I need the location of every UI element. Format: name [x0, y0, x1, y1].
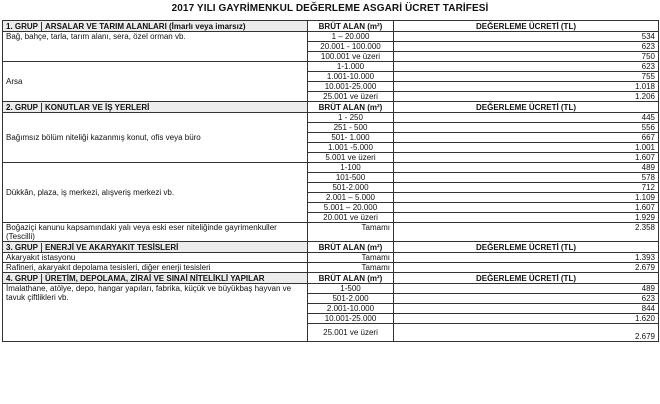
- fee-header: DEĞERLEME ÜCRETİ (TL): [394, 21, 659, 32]
- fee-header: DEĞERLEME ÜCRETİ (TL): [394, 242, 659, 253]
- area-cell: 1.001-10.000: [308, 72, 394, 82]
- table-row: [3, 163, 659, 173]
- table-row: [3, 32, 659, 42]
- fee-cell: 1.620: [394, 314, 659, 324]
- area-cell: 2.001-10.000: [308, 304, 394, 314]
- area-cell: Tamamı: [308, 253, 394, 263]
- area-cell: 5.001 ve üzeri: [308, 153, 394, 163]
- fee-header: DEĞERLEME ÜCRETİ (TL): [394, 102, 659, 113]
- fee-cell: 2.679: [394, 263, 659, 273]
- area-cell: Tamamı: [308, 223, 394, 242]
- area-cell: 5.001 – 20.000: [308, 203, 394, 213]
- fee-cell: 1.929: [394, 213, 659, 223]
- group-header-1: [3, 21, 659, 32]
- group-name: ARSALAR VE TARIM ALANLARI (İmarlı veya imarsız): [45, 21, 246, 31]
- group-name: ÜRETİM, DEPOLAMA, ZİRAİ VE SINAİ NİTELİKLİ YAPILAR: [45, 273, 265, 283]
- table-row: [3, 253, 659, 263]
- table-row: [3, 263, 659, 273]
- fee-cell: 750: [394, 52, 659, 62]
- item-label: Bağ, bahçe, tarla, tarım alanı, sera, özel orman vb.: [3, 32, 308, 62]
- area-cell: 25.001 ve üzeri: [308, 92, 394, 102]
- area-cell: 2.001 – 5.000: [308, 193, 394, 203]
- group-header-3: [3, 242, 659, 253]
- item-label: Boğaziçi kanunu kapsamındaki yalı veya eski eser niteliğinde gayrimenkuller (Tescilli): [3, 223, 308, 242]
- table-row: [3, 284, 659, 294]
- fee-cell: 623: [394, 62, 659, 72]
- area-cell: 101-500: [308, 173, 394, 183]
- area-cell: 501-2.000: [308, 294, 394, 304]
- fee-cell: 712: [394, 183, 659, 193]
- fee-cell: 1.018: [394, 82, 659, 92]
- group-number: 2. GRUP: [6, 103, 42, 112]
- fee-cell: 844: [394, 304, 659, 314]
- area-cell: 1-500: [308, 284, 394, 294]
- group-name: ENERJİ VE AKARYAKIT TESİSLERİ: [45, 242, 179, 252]
- group-name: KONUTLAR VE İŞ YERLERİ: [45, 102, 150, 112]
- fee-cell: 623: [394, 294, 659, 304]
- area-cell: 100.001 ve üzeri: [308, 52, 394, 62]
- group-number: 4. GRUP: [6, 274, 42, 283]
- item-label: İmalathane, atölye, depo, hangar yapıları, fabrika, küçük ve büyükbaş hayvan ve tavuk çiftlikleri vb.: [3, 284, 308, 342]
- group-header-4: [3, 273, 659, 284]
- area-cell: 25.001 ve üzeri: [308, 324, 394, 342]
- fee-cell: 489: [394, 163, 659, 173]
- area-cell: 1-100: [308, 163, 394, 173]
- area-cell: Tamamı: [308, 263, 394, 273]
- page-title: 2017 YILI GAYRİMENKUL DEĞERLEME ASGARİ ÜCRET TARİFESİ: [171, 3, 489, 14]
- area-cell: 10.001-25.000: [308, 314, 394, 324]
- area-header: BRÜT ALAN (m²): [308, 273, 394, 284]
- fee-cell: 1.001: [394, 143, 659, 153]
- area-cell: 20.001 - 100.000: [308, 42, 394, 52]
- group-number: 3. GRUP: [6, 243, 42, 252]
- fee-cell: 2.679: [394, 324, 659, 342]
- area-header: BRÜT ALAN (m²): [308, 21, 394, 32]
- fee-table: [2, 20, 659, 342]
- fee-cell: 556: [394, 123, 659, 133]
- fee-header: DEĞERLEME ÜCRETİ (TL): [394, 273, 659, 284]
- fee-cell: 1.393: [394, 253, 659, 263]
- fee-cell: 1.607: [394, 203, 659, 213]
- area-cell: 251 - 500: [308, 123, 394, 133]
- fee-cell: 534: [394, 32, 659, 42]
- item-label: Arsa: [3, 62, 308, 102]
- group-header-2: [3, 102, 659, 113]
- fee-cell: 1.206: [394, 92, 659, 102]
- area-header: BRÜT ALAN (m²): [308, 242, 394, 253]
- table-row: [3, 62, 659, 72]
- fee-cell: 578: [394, 173, 659, 183]
- fee-cell: 755: [394, 72, 659, 82]
- area-cell: 1-1.000: [308, 62, 394, 72]
- item-label: Akaryakıt istasyonu: [3, 253, 308, 263]
- area-cell: 1.001 -5.000: [308, 143, 394, 153]
- fee-cell: 1.109: [394, 193, 659, 203]
- fee-cell: 2.358: [394, 223, 659, 242]
- table-row: [3, 223, 659, 242]
- fee-cell: 1.607: [394, 153, 659, 163]
- fee-cell: 623: [394, 42, 659, 52]
- group-number: 1. GRUP: [6, 22, 42, 31]
- area-cell: 10.001-25.000: [308, 82, 394, 92]
- area-cell: 1 - 250: [308, 113, 394, 123]
- area-cell: 501-2.000: [308, 183, 394, 193]
- fee-cell: 489: [394, 284, 659, 294]
- item-label: Rafineri, akaryakıt depolama tesisleri, diğer enerji tesisleri: [3, 263, 308, 273]
- area-cell: 501- 1.000: [308, 133, 394, 143]
- fee-cell: 445: [394, 113, 659, 123]
- table-row: [3, 113, 659, 123]
- fee-cell: 667: [394, 133, 659, 143]
- area-cell: 20.001 ve üzeri: [308, 213, 394, 223]
- item-label: Dükkân, plaza, iş merkezi, alışveriş merkezi vb.: [3, 163, 308, 223]
- item-label: Bağımsız bölüm niteliği kazanmış konut, ofis veya büro: [3, 113, 308, 163]
- area-header: BRÜT ALAN (m²): [308, 102, 394, 113]
- area-cell: 1 – 20.000: [308, 32, 394, 42]
